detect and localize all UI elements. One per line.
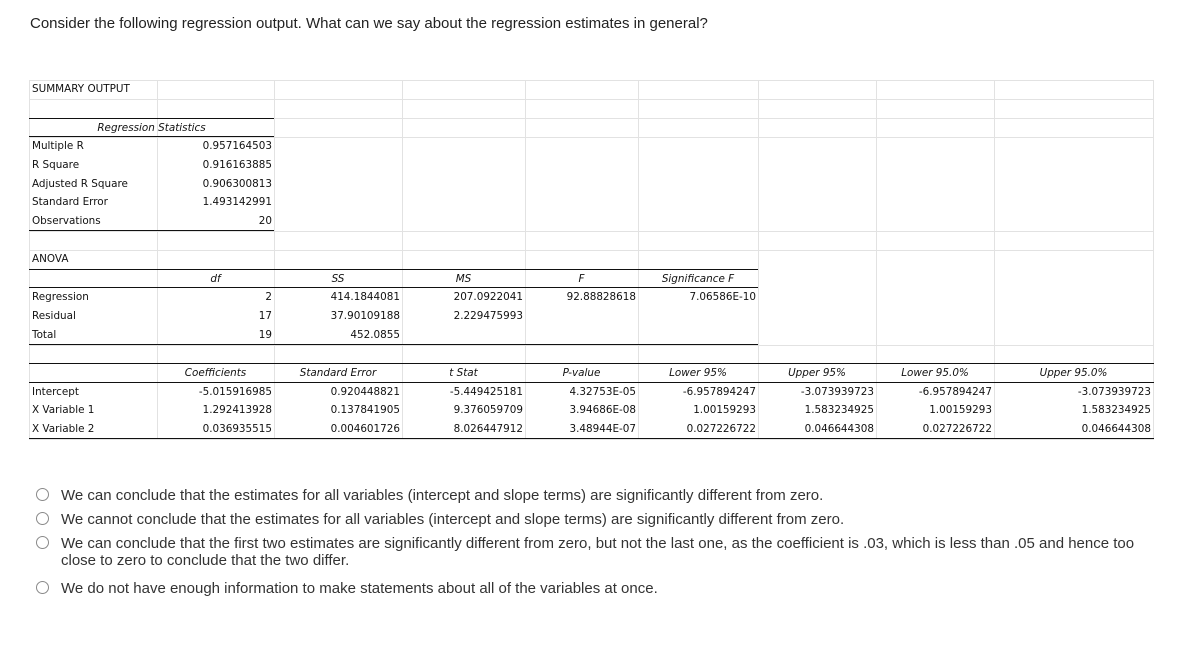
radio-button[interactable] [36,488,49,501]
coef-cell: 0.004601726 [330,423,400,435]
coef-header: Coefficients [184,367,247,379]
coef-header: t Stat [449,367,478,379]
coef-cell: 1.583234925 [804,404,874,416]
coef-cell: 1.292413928 [202,404,272,416]
stat-value: 20 [258,215,272,227]
coef-cell: 1.00159293 [693,404,756,416]
coef-cell: -3.073939723 [1077,386,1151,398]
stat-value: 0.916163885 [202,159,272,171]
coef-cell: -5.449425181 [449,386,523,398]
anova-cell: 19 [258,329,272,341]
coef-header: P-value [562,367,601,379]
anova-cell: 452.0855 [350,329,400,341]
anova-cell: 414.1844081 [330,291,400,303]
coef-cell: -6.957894247 [682,386,756,398]
regression-statistics-heading: Regression Statistics [97,122,206,134]
coef-cell: 1.583234925 [1081,404,1151,416]
summary-title: SUMMARY OUTPUT [32,83,130,95]
anova-cell: 2 [265,291,272,303]
anova-cell: 2.229475993 [453,310,523,322]
coef-header: Lower 95.0% [901,367,969,379]
coef-header: Upper 95% [788,367,846,379]
radio-button[interactable] [36,536,49,549]
coef-cell: 9.376059709 [453,404,523,416]
answer-option[interactable] [36,580,1146,597]
question-text: Consider the following regression output. What can we say about the regression estimates in general? [30,15,708,32]
anova-header: F [578,273,585,285]
stat-label: R Square [32,159,80,171]
anova-row-label: Regression [32,291,89,303]
coef-cell: 0.027226722 [686,423,756,435]
stat-label: Standard Error [32,196,108,208]
stat-label: Multiple R [32,140,84,152]
answer-options [36,487,1146,604]
option-label: We do not have enough information to make statements about all of the variables at once. [61,580,658,597]
coef-cell: 4.32753E-05 [569,386,636,398]
stat-value: 0.957164503 [202,140,272,152]
radio-button[interactable] [36,581,49,594]
stat-value: 0.906300813 [202,178,272,190]
coef-cell: 8.026447912 [453,423,523,435]
regression-output-table [29,80,1154,440]
coef-cell: 3.94686E-08 [569,404,636,416]
coef-cell: 0.046644308 [1081,423,1151,435]
coef-cell: 0.137841905 [330,404,400,416]
anova-header: df [210,273,221,285]
coef-cell: 0.036935515 [202,423,272,435]
anova-row-label: Residual [32,310,76,322]
anova-title: ANOVA [32,253,69,265]
anova-cell: 207.0922041 [453,291,523,303]
coef-cell: 0.046644308 [804,423,874,435]
coef-cell: 1.00159293 [929,404,992,416]
coef-cell: 0.920448821 [330,386,400,398]
answer-option[interactable] [36,511,1146,528]
coef-row-label: X Variable 2 [32,423,95,435]
coef-cell: -6.957894247 [918,386,992,398]
coef-cell: 3.48944E-07 [569,423,636,435]
anova-header: Significance F [661,273,735,285]
coef-header: Lower 95% [669,367,727,379]
anova-cell: 17 [258,310,272,322]
answer-option[interactable] [36,535,1146,569]
anova-cell: 7.06586E-10 [689,291,756,303]
option-label: We can conclude that the first two estimates are significantly different from zero, but not the last one, as the coefficient is .03, which is less than .05 and hence too close to zero to conclude that the two differ. [61,535,1135,569]
stat-value: 1.493142991 [202,196,272,208]
coef-cell: 0.027226722 [922,423,992,435]
anova-cell: 92.88828618 [566,291,636,303]
radio-button[interactable] [36,512,49,525]
anova-row-label: Total [32,329,57,341]
coef-row-label: X Variable 1 [32,404,95,416]
anova-header: MS [455,273,472,285]
coef-cell: -5.015916985 [198,386,272,398]
answer-option[interactable] [36,487,1146,504]
option-label: We can conclude that the estimates for all variables (intercept and slope terms) are significantly different from zero. [61,487,824,504]
coef-header: Upper 95.0% [1039,367,1108,379]
stat-label: Adjusted R Square [32,178,128,190]
coef-cell: -3.073939723 [800,386,874,398]
coef-header: Standard Error [299,367,377,379]
stat-label: Observations [32,215,101,227]
option-label: We cannot conclude that the estimates for all variables (intercept and slope terms) are significantly different from zero. [61,511,845,528]
anova-header: SS [331,273,345,285]
coef-row-label: Intercept [32,386,79,398]
anova-cell: 37.90109188 [330,310,400,322]
